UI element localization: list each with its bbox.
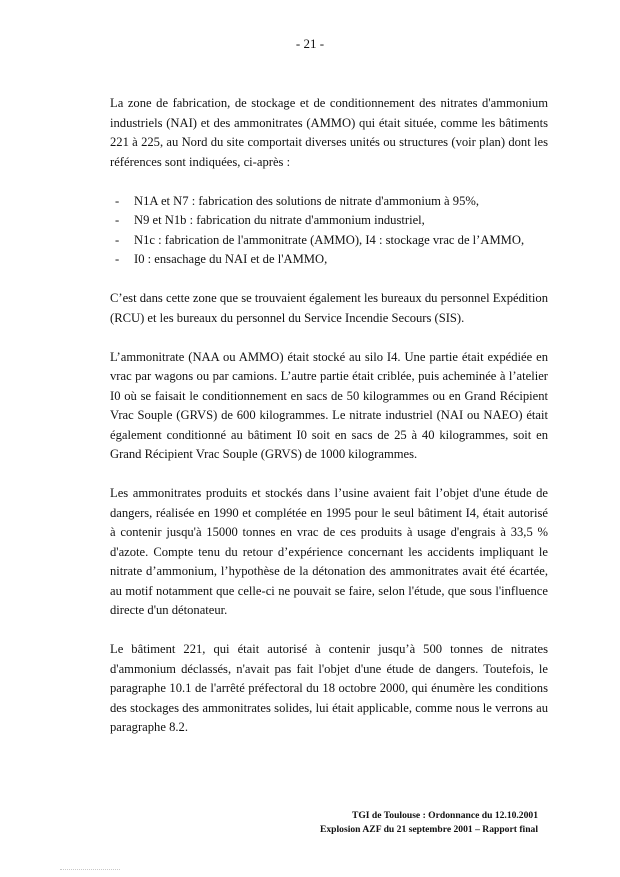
list-item — [110, 250, 548, 270]
storage-paragraph: L’ammonitrate (NAA ou AMMO) était stocké au silo I4. Une partie était expédiée en vrac par wagons ou par camions. L’autre partie était criblée, puis acheminée à l’atelier I0 où se faisait le conditionnement en sacs de 50 kilogrammes ou en Grand Récipient Vrac Souple (GRVS) de 600 kilogrammes. Le nitrate industriel (NAI ou NAEO) était également conditionné au bâtiment I0 soit en sacs de 25 à 40 kilogrammes, soit en Grand Récipient Vrac Souple (GRVS) de 1000 kilogrammes. — [110, 349, 548, 461]
list-dash: - — [115, 252, 120, 266]
page-footer — [320, 809, 538, 837]
footer-report-title: Explosion AZF du 21 septembre 2001 – Rapport final — [319, 824, 538, 835]
danger-study-paragraph: Les ammonitrates produits et stockés dans l’usine avaient fait l’objet d'une étude de dangers, réalisée en 1990 et complétée en 1995 pour le seul bâtiment I4, était autorisé à contenir jusqu'à 15000 tonnes en vrac de ces produits à usage d'engrais à 33,5 % d'azote. Compte tenu du retour d’expérience concernant les accidents impliquant le nitrate d’ammonium, l’hypothèse de la détonation des ammonitrates avait été écartée, au motif notamment que celle-ci ne pouvait se faire, selon l'étude, que sous l'influence directe d'un détonateur. — [110, 486, 548, 617]
page-number: - 21 - — [295, 36, 325, 51]
footer-court-reference: TGI de Toulouse : Ordonnance du 12.10.2001 — [351, 810, 538, 821]
list-dash: - — [115, 213, 120, 227]
list-item — [110, 192, 548, 212]
list-item — [110, 211, 548, 231]
intro-paragraph: La zone de fabrication, de stockage et de conditionnement des nitrates d'ammonium industriels (NAI) et des ammonitrates (AMMO) qui était située, comme les bâtiments 221 à 225, au Nord du site comportait diverses unités ou structures (voir plan) dont les références sont indiquées, ci-après : — [110, 96, 548, 169]
list-item — [110, 231, 548, 251]
scan-artifact — [60, 866, 120, 870]
offices-paragraph: C’est dans cette zone que se trouvaient également les bureaux du personnel Expédition (RCU) et les bureaux du personnel du Service Incendie Secours (SIS). — [110, 291, 548, 325]
list-dash: - — [115, 232, 120, 247]
units-list — [110, 192, 548, 270]
document-body — [110, 94, 548, 757]
building-221-paragraph: Le bâtiment 221, qui était autorisé à contenir jusqu’à 500 tonnes de nitrates d'ammonium déclassés, n'avait pas fait l'objet d'une étude de dangers. Toutefois, le paragraphe 10.1 de l'arrêté préfectoral du 18 octobre 2000, qui énumère les conditions des stockages des ammonitrates solides, lui était applicable, comme nous le verrons au paragraphe 8.2. — [110, 642, 548, 734]
list-dash: - — [115, 193, 120, 208]
list-item-text: N9 et N1b : fabrication du nitrate d'ammonium industriel, — [134, 213, 425, 227]
list-item-text: I0 : ensachage du NAI et de l'AMMO, — [134, 252, 328, 266]
list-item-text: N1c : fabrication de l'ammonitrate (AMMO), I4 : stockage vrac de l’AMMO, — [134, 232, 525, 247]
list-item-text: N1A et N7 : fabrication des solutions de nitrate d'ammonium à 95%, — [134, 193, 480, 208]
